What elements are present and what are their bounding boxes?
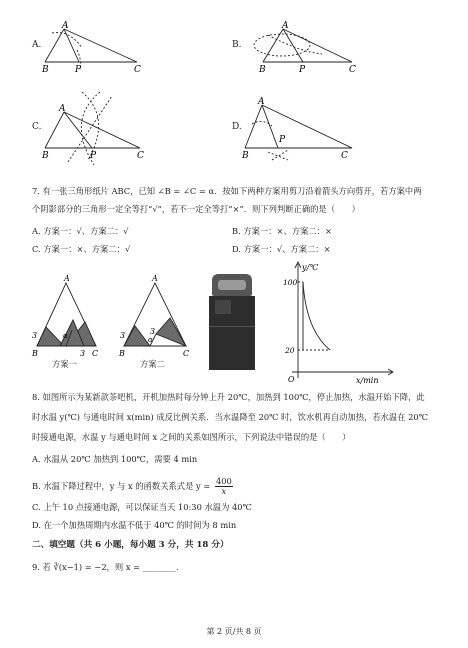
fraction-numerator: 400 xyxy=(215,476,232,486)
q8-line2: 时水温 y(℃) 与通电时间 x(min) 成反比例关系．当水温降至 20℃ 时，饮水机再自动加热，若水温在 20℃ xyxy=(32,412,428,422)
fig-d-point-a: A xyxy=(258,97,265,107)
q7-line1: 7. 有一张三角形纸片 ABC，已知 ∠B = ∠C = α．按如下两种方案用剪刀沿着箭头方向剪开，若方案中两 xyxy=(32,186,422,196)
option-d-label: D. xyxy=(232,122,242,132)
fig-d-point-c: C xyxy=(341,151,348,161)
s1-point-c: C xyxy=(92,349,99,358)
option-c-label: C. xyxy=(32,122,42,132)
s2-point-c: C xyxy=(183,349,190,358)
fig-a-point-a: A xyxy=(62,21,69,31)
page-footer: 第 2 页/共 8 页 xyxy=(206,627,262,636)
q8-option-d: D. 在一个加热周期内水温不低于 40℃ 的时间为 8 min xyxy=(32,520,237,530)
fraction-denominator: x xyxy=(221,486,227,496)
q8-line1: 8. 如图所示为某新款茶吧机，开机加热时每分钟上升 20℃，加热到 100℃，停止加热，水温开始下降，此 xyxy=(32,392,425,402)
s1-alpha: α xyxy=(63,332,68,340)
fig-b-point-p: P xyxy=(299,65,306,75)
option-b-label: B. xyxy=(232,40,242,50)
q7-option-b: B. 方案一：×、方案二：× xyxy=(232,226,332,236)
q8-option-b xyxy=(32,477,233,496)
q7-option-d: D. 方案一：√、方案二：× xyxy=(232,244,331,254)
graph-y100: 100 xyxy=(283,278,298,287)
scheme1-label: 方案一 xyxy=(52,359,77,369)
s2-len-3a: 3 xyxy=(120,331,126,340)
q8-option-b-text: B. 水温下降过程中，y 与 x 的函数关系式是 y = xyxy=(32,481,211,491)
q7-option-a: A. 方案一：√、方案二：√ xyxy=(32,226,129,236)
q9-text: 9. 若 ∛(x−1) = −2，则 x = ________． xyxy=(32,562,185,572)
option-a-label: A. xyxy=(32,40,42,50)
fig-c-point-b: B xyxy=(42,151,49,161)
graph-origin: O xyxy=(288,375,295,384)
s2-alpha: α xyxy=(148,336,153,344)
s2-point-b: B xyxy=(119,349,125,358)
fig-c-point-c: C xyxy=(137,151,144,161)
graph-xlabel: x/min xyxy=(356,376,379,385)
q8-line3: 时接通电源，水温 y 与通电时间 x 之间的关系如图所示，下列说法中错误的是（ ） xyxy=(32,432,351,442)
fig-d-point-b: B xyxy=(242,151,249,161)
section-title: 二、填空题（共 6 小题，每小题 3 分，共 18 分） xyxy=(32,540,229,550)
s1-point-b: B xyxy=(32,349,38,358)
s1-point-a: A xyxy=(64,274,70,283)
s1-len-3b: 3 xyxy=(80,349,86,358)
fig-c-point-p: P xyxy=(90,151,97,161)
s1-len-3a: 3 xyxy=(32,331,38,340)
fig-c-point-a: A xyxy=(59,104,66,114)
q7-option-c: C. 方案一：×、方案二：√ xyxy=(32,244,131,254)
s2-len-3b: 3 xyxy=(150,327,156,336)
fig-b-point-a: A xyxy=(282,21,289,31)
q8-option-a: A. 水温从 20℃ 加热到 100℃，需要 4 min xyxy=(32,454,198,464)
graph-ylabel: y/℃ xyxy=(302,263,319,272)
fig-a-point-b: B xyxy=(42,65,49,75)
graph-y20: 20 xyxy=(285,346,295,355)
s2-point-a: A xyxy=(152,274,158,283)
fig-b-point-c: C xyxy=(349,65,356,75)
fig-b-point-b: B xyxy=(259,65,266,75)
fraction xyxy=(215,477,233,496)
q8-option-c: C. 上午 10 点接通电源，可以保证当天 10:30 水温为 40℃ xyxy=(32,502,252,512)
fig-a-point-p: P xyxy=(75,65,82,75)
fig-a-point-c: C xyxy=(134,65,141,75)
q7-line2: 个阴影部分的三角形一定全等打“√”，若不一定全等打“×”．则下列判断正确的是（ ） xyxy=(32,204,360,214)
fig-d-point-p: P xyxy=(279,135,286,145)
scheme2-label: 方案二 xyxy=(140,359,165,369)
